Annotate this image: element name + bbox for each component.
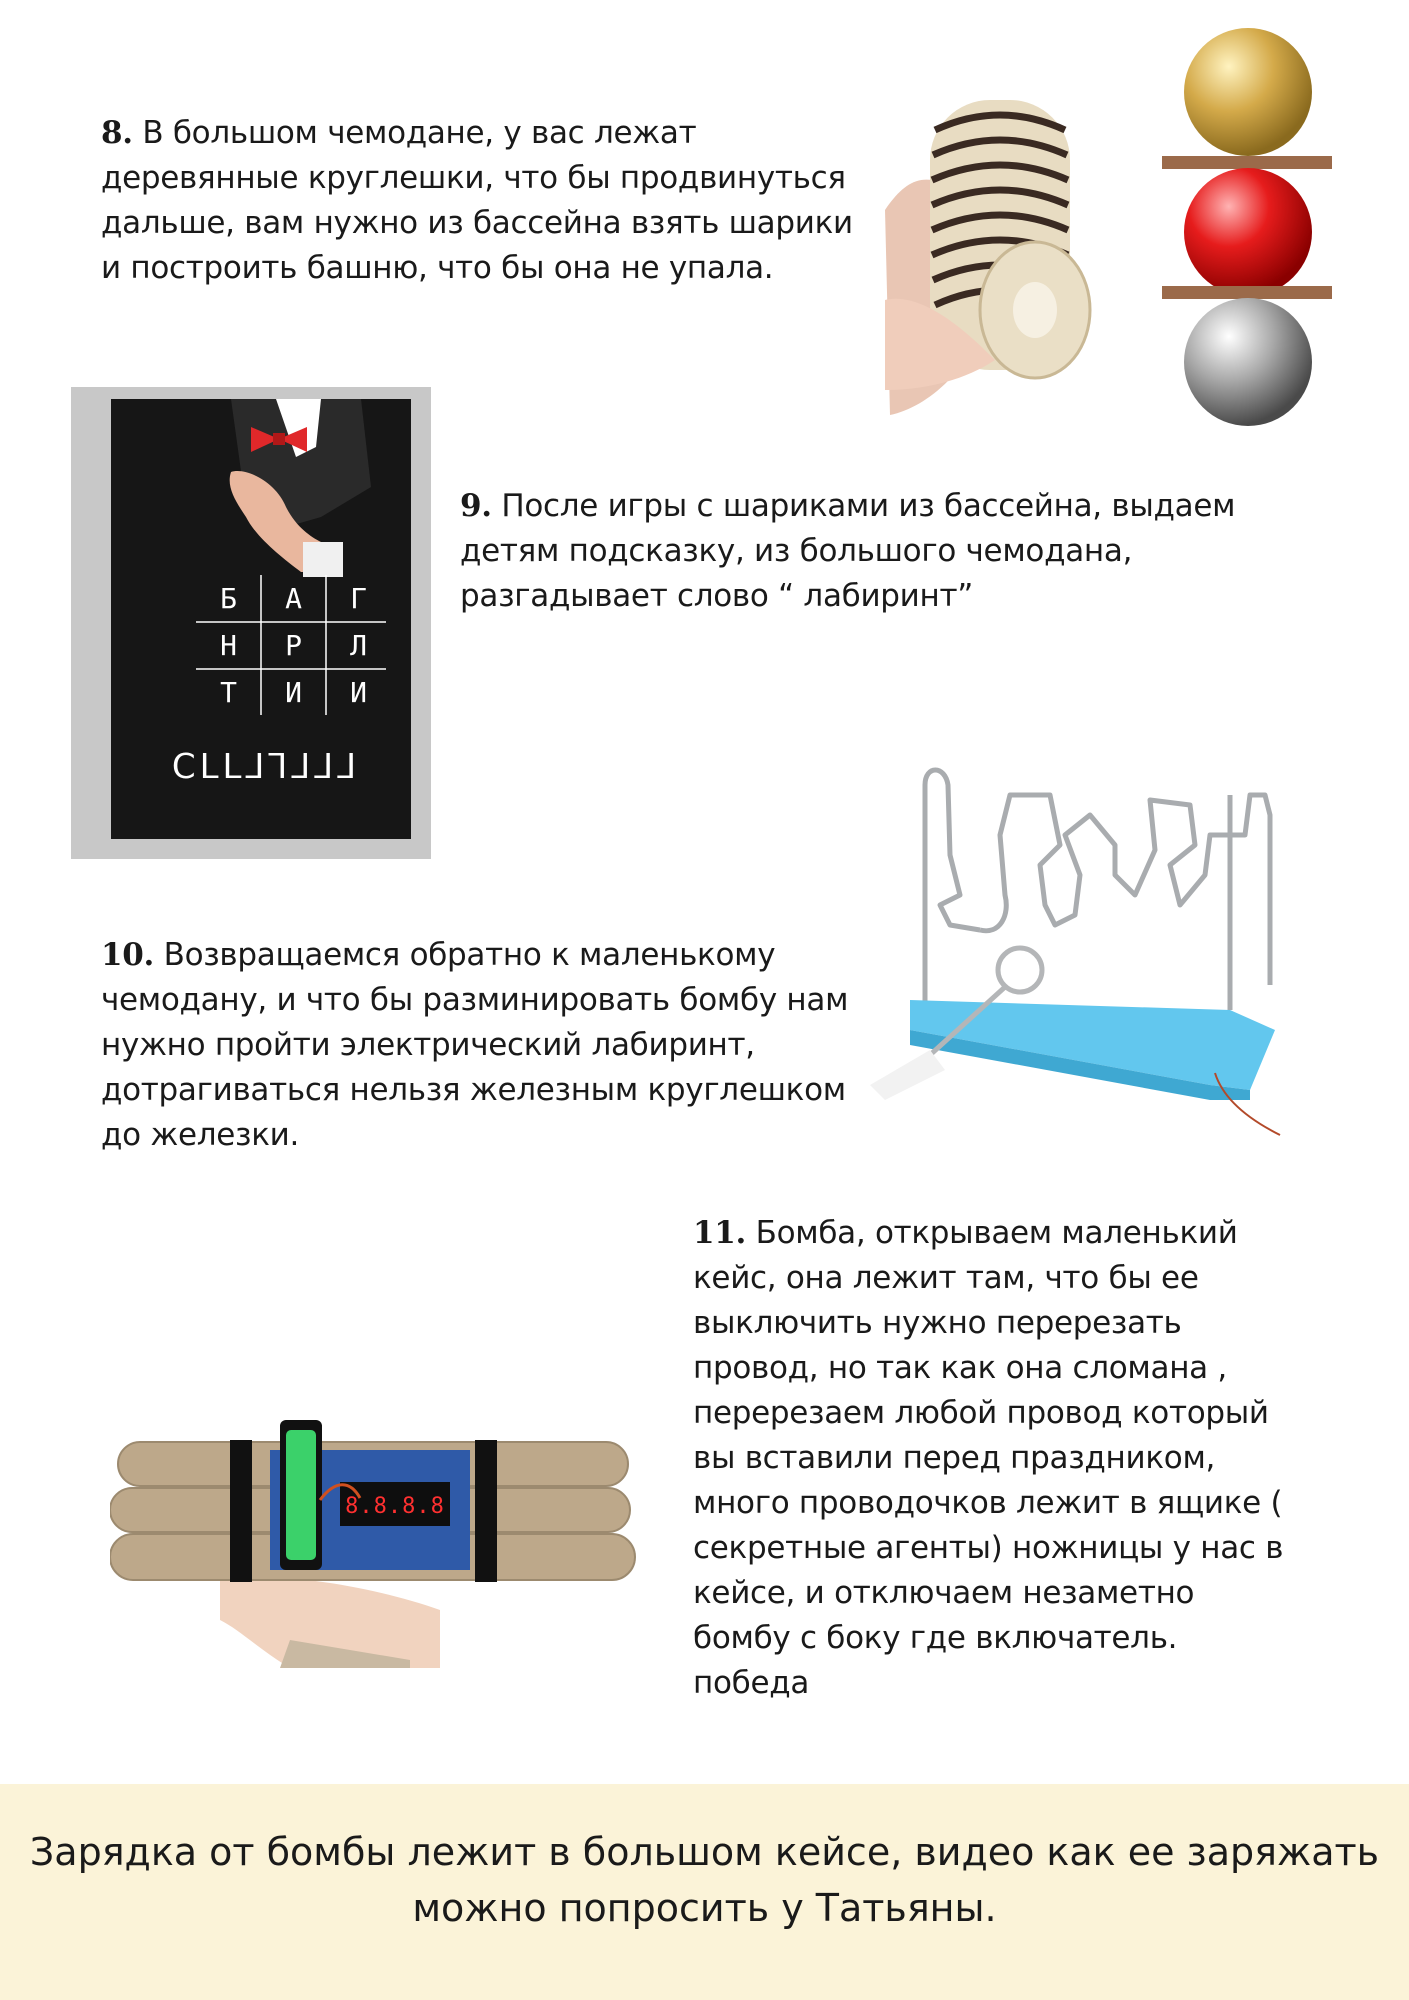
card-letter: Б <box>220 582 237 615</box>
step-9-line-3: разгадывает слово “ лабиринт” <box>460 578 974 614</box>
step-11-line-2: кейс, она лежит там, что бы ее <box>693 1260 1199 1296</box>
bomb-prop <box>110 1410 640 1670</box>
step-8-line-2: деревянные круглешки, что бы продвинуться <box>101 160 846 196</box>
step-10-line-3: нужно пройти электрический лабиринт, <box>101 1027 755 1063</box>
card-letter: И <box>285 676 302 709</box>
ball-tower-illustration <box>1160 28 1335 428</box>
step-11-line-1: 11. Бомба, открываем маленький <box>693 1215 1238 1251</box>
step-8-line-4: и построить башню, что бы она не упала. <box>101 250 774 286</box>
step-11-line-8: секретные агенты) ножницы у нас в <box>693 1530 1284 1566</box>
step-11-line-11: победа <box>693 1665 810 1701</box>
footer-line-1: Зарядка от бомбы лежит в большом кейсе, видео как ее заряжать <box>29 1830 1380 1874</box>
card-letter: Р <box>285 629 302 662</box>
step-10-number: 10. <box>101 937 155 973</box>
step-8-text <box>101 111 853 291</box>
step-9-line-1: 9. После игры с шариками из бассейна, выдаем <box>460 488 1236 524</box>
step-11-line-6: вы вставили перед праздником, <box>693 1440 1216 1476</box>
step-11-line-3: выключить нужно перерезать <box>693 1305 1182 1341</box>
card-letter: Т <box>220 676 237 709</box>
bomb-display-digits: 8.8.8.8 <box>345 1494 445 1519</box>
step-10-line-1: 10. Возвращаемся обратно к маленькому <box>101 937 776 973</box>
step-11-line-10: бомбу с боку где включатель. <box>693 1620 1178 1656</box>
step-10-text <box>101 933 848 1158</box>
step-10-line-4: дотрагиваться нельзя железным круглешком <box>101 1072 846 1108</box>
electric-maze-photo <box>870 755 1290 1145</box>
step-11-line-9: кейсе, и отключаем незаметно <box>693 1575 1195 1611</box>
step-8-line-3: дальше, вам нужно из бассейна взять шарики <box>101 205 853 241</box>
step-8-line-1: 8. В большом чемодане, у вас лежат <box>101 115 697 151</box>
step-11-line-4: провод, но так как она сломана , <box>693 1350 1227 1386</box>
step-11-line-5: перерезаем любой провод который <box>693 1395 1269 1431</box>
step-9-text <box>460 484 1235 619</box>
card-letter: Г <box>350 582 367 615</box>
step-9-line-2: детям подсказку, из большого чемодана, <box>460 533 1133 569</box>
footer-banner <box>0 1784 1409 2000</box>
step-10-line-2: чемодану, и что бы разминировать бомбу нам <box>101 982 849 1018</box>
step-8-number: 8. <box>101 115 133 151</box>
step-11-number: 11. <box>693 1215 747 1251</box>
card-letter: Н <box>220 629 237 662</box>
step-10-line-5: до железки. <box>101 1117 300 1153</box>
footer-line-2: можно попросить у Татьяны. <box>412 1886 997 1930</box>
card-letter: Л <box>350 629 367 662</box>
step-11-line-7: много проводочков лежит в ящике ( <box>693 1485 1283 1521</box>
hint-card-code: ⅭⅬⅬ⅃⅂⅃⅃⅃ <box>171 747 361 787</box>
step-9-number: 9. <box>460 488 492 524</box>
bomb-prop-photo <box>110 1410 640 1670</box>
card-letter: И <box>350 676 367 709</box>
hint-card-letters <box>196 575 396 729</box>
hint-card-photo <box>71 387 431 859</box>
wooden-discs-photo <box>885 60 1110 420</box>
card-letter: А <box>285 582 302 615</box>
step-11-text <box>693 1211 1283 1706</box>
footer-note <box>0 1824 1409 1936</box>
